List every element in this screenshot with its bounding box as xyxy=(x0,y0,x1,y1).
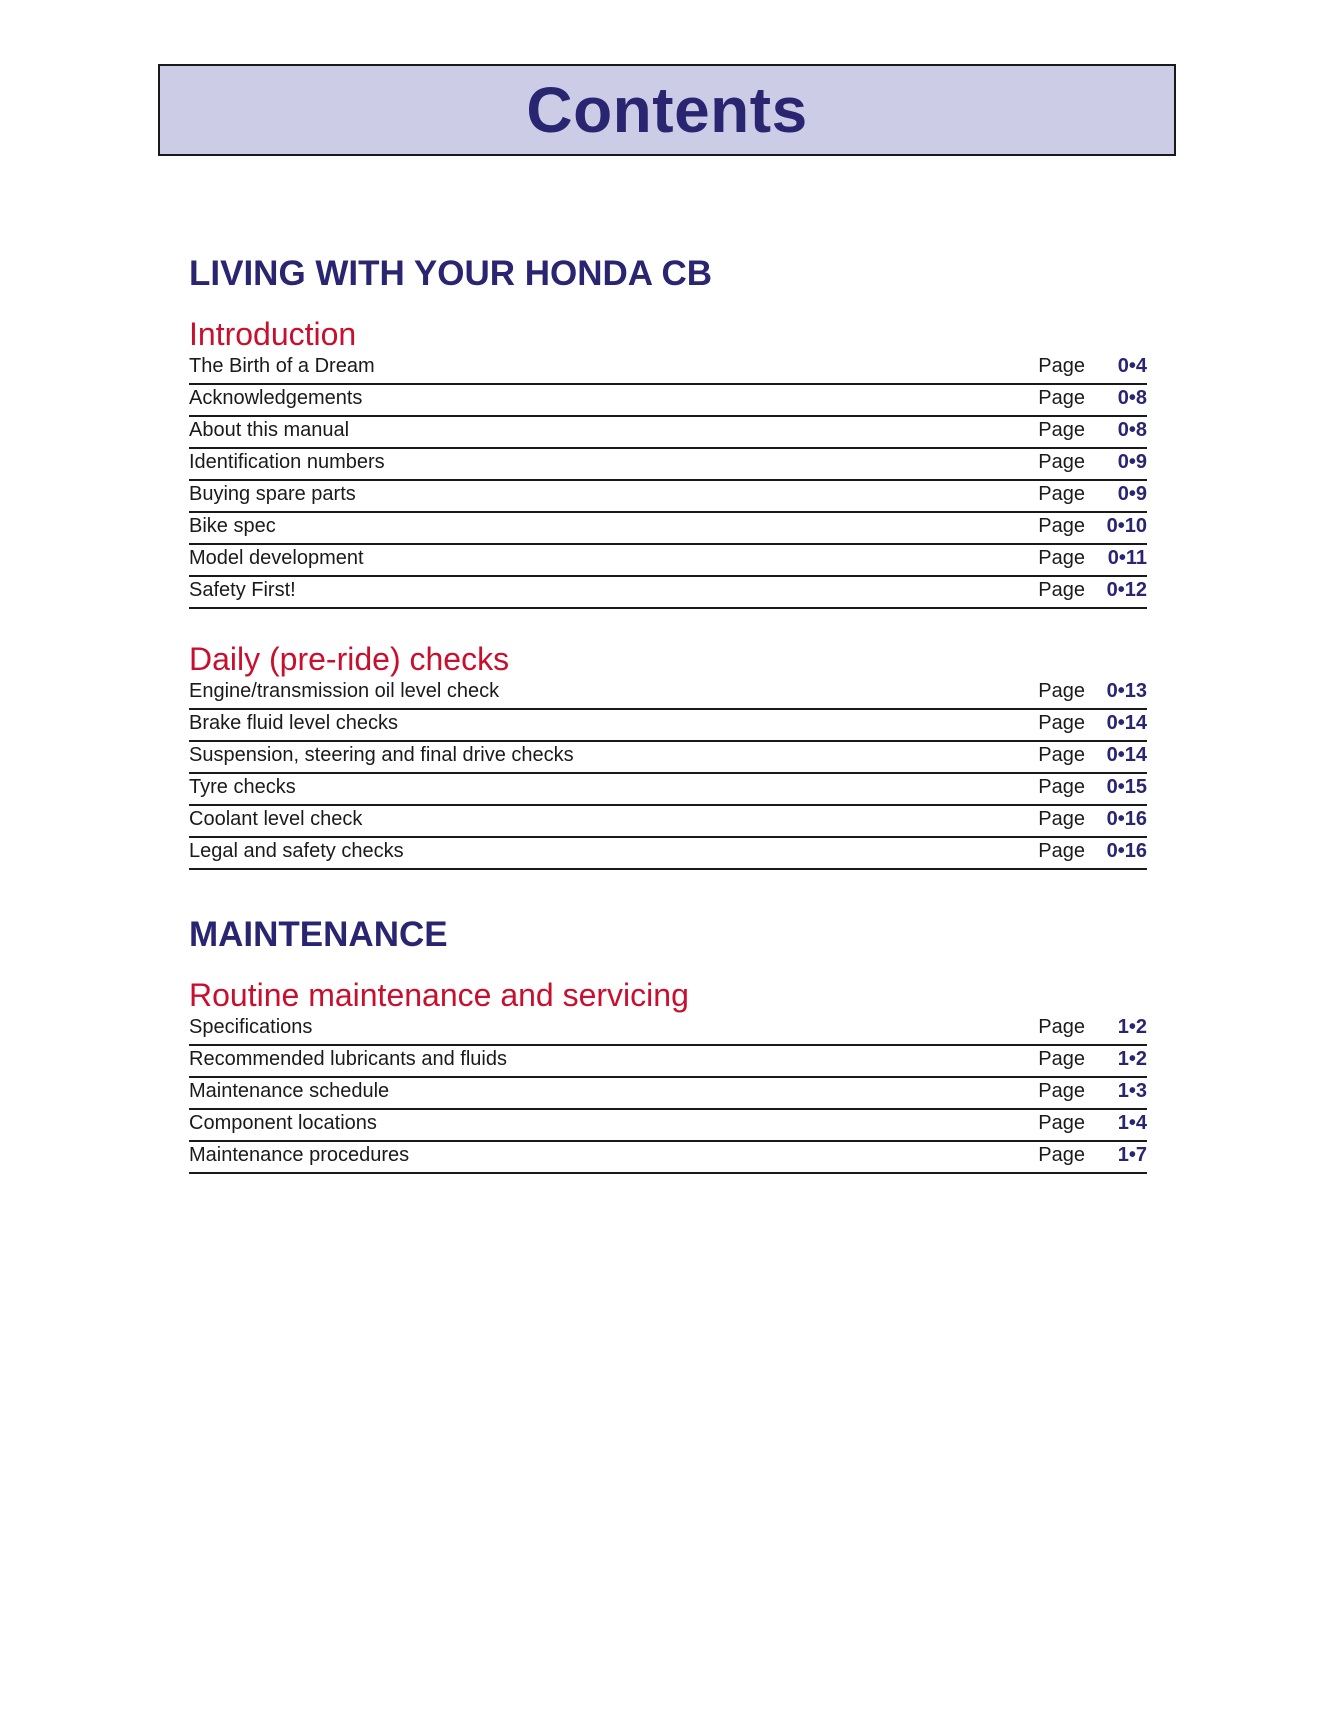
toc-page-number: 0•16 xyxy=(1106,808,1147,830)
toc-page-word: Page xyxy=(1038,451,1085,473)
toc-entry[interactable] xyxy=(189,417,1147,449)
toc-entry[interactable] xyxy=(189,838,1147,870)
toc-page-number: 1•4 xyxy=(1117,1112,1147,1134)
toc-entry-label: Safety First! xyxy=(189,579,296,601)
toc-entry-label: About this manual xyxy=(189,419,350,441)
toc-entry-label: Acknowledgements xyxy=(189,387,363,409)
toc-page-word: Page xyxy=(1038,1112,1085,1134)
toc-page-number: 1•2 xyxy=(1117,1048,1147,1070)
toc-list-daily-checks xyxy=(189,678,1147,870)
toc-entry-label: Buying spare parts xyxy=(189,483,356,505)
toc-list-introduction xyxy=(189,353,1147,609)
toc-entry[interactable] xyxy=(189,710,1147,742)
toc-entry[interactable] xyxy=(189,481,1147,513)
toc-entry[interactable] xyxy=(189,577,1147,609)
toc-entry-label: Tyre checks xyxy=(189,776,296,798)
toc-entry[interactable] xyxy=(189,353,1147,385)
toc-entry[interactable] xyxy=(189,449,1147,481)
section-heading-introduction: Introduction xyxy=(189,316,357,352)
toc-page-number: 0•9 xyxy=(1117,483,1147,505)
toc-entry-label: Component locations xyxy=(189,1112,377,1134)
toc-page-word: Page xyxy=(1038,808,1085,830)
toc-page-number: 0•14 xyxy=(1106,744,1147,766)
toc-entry[interactable] xyxy=(189,545,1147,577)
toc-entry[interactable] xyxy=(189,1014,1147,1046)
toc-entry[interactable] xyxy=(189,1110,1147,1142)
toc-page-word: Page xyxy=(1038,387,1085,409)
contents-title-box xyxy=(158,64,1176,156)
toc-page-number: 0•10 xyxy=(1106,515,1147,537)
toc-page-number: 1•2 xyxy=(1117,1016,1147,1038)
toc-entry[interactable] xyxy=(189,1142,1147,1174)
toc-page-word: Page xyxy=(1038,515,1085,537)
toc-page-number: 0•14 xyxy=(1106,712,1147,734)
part-heading-living: LIVING WITH YOUR HONDA CB xyxy=(189,254,713,293)
section-heading-routine-maintenance: Routine maintenance and servicing xyxy=(189,977,689,1013)
toc-page-word: Page xyxy=(1038,419,1085,441)
toc-page-word: Page xyxy=(1038,1048,1085,1070)
toc-page-word: Page xyxy=(1038,355,1085,377)
toc-page-word: Page xyxy=(1038,1080,1085,1102)
toc-page-word: Page xyxy=(1038,483,1085,505)
toc-entry-label: Coolant level check xyxy=(189,808,363,830)
toc-page-word: Page xyxy=(1038,680,1085,702)
toc-entry-label: Maintenance schedule xyxy=(189,1080,390,1102)
toc-page-number: 0•12 xyxy=(1106,579,1147,601)
section-heading-daily-checks: Daily (pre-ride) checks xyxy=(189,641,510,677)
toc-page-word: Page xyxy=(1038,579,1085,601)
toc-entry[interactable] xyxy=(189,774,1147,806)
toc-entry-label: The Birth of a Dream xyxy=(189,355,375,377)
toc-page-number: 0•13 xyxy=(1106,680,1147,702)
toc-page-word: Page xyxy=(1038,712,1085,734)
toc-entry-label: Legal and safety checks xyxy=(189,840,404,862)
toc-page-word: Page xyxy=(1038,547,1085,569)
toc-page-word: Page xyxy=(1038,840,1085,862)
toc-entry[interactable] xyxy=(189,806,1147,838)
toc-page-word: Page xyxy=(1038,744,1085,766)
toc-page-number: 1•3 xyxy=(1117,1080,1147,1102)
toc-entry-label: Identification numbers xyxy=(189,451,385,473)
toc-entry[interactable] xyxy=(189,1078,1147,1110)
toc-page-number: 0•15 xyxy=(1106,776,1147,798)
toc-entry-label: Model development xyxy=(189,547,364,569)
page-title: Contents xyxy=(526,74,808,146)
toc-page-number: 1•7 xyxy=(1117,1144,1147,1166)
toc-entry-label: Brake fluid level checks xyxy=(189,712,398,734)
toc-entry-label: Bike spec xyxy=(189,515,276,537)
toc-entry[interactable] xyxy=(189,513,1147,545)
toc-page-number: 0•9 xyxy=(1117,451,1147,473)
toc-page-word: Page xyxy=(1038,1016,1085,1038)
toc-entry[interactable] xyxy=(189,1046,1147,1078)
toc-page-number: 0•16 xyxy=(1106,840,1147,862)
toc-page-word: Page xyxy=(1038,776,1085,798)
toc-entry[interactable] xyxy=(189,742,1147,774)
toc-entry[interactable] xyxy=(189,678,1147,710)
part-heading-maintenance: MAINTENANCE xyxy=(189,915,448,954)
toc-page-number: 0•11 xyxy=(1107,547,1147,569)
toc-entry-label: Recommended lubricants and fluids xyxy=(189,1048,507,1070)
toc-entry-label: Engine/transmission oil level check xyxy=(189,680,500,702)
toc-entry-label: Specifications xyxy=(189,1016,313,1038)
toc-page-number: 0•8 xyxy=(1117,387,1147,409)
toc-page-number: 0•4 xyxy=(1117,355,1147,377)
toc-entry-label: Suspension, steering and final drive checks xyxy=(189,744,574,766)
toc-page-number: 0•8 xyxy=(1117,419,1147,441)
toc-page-word: Page xyxy=(1038,1144,1085,1166)
toc-entry[interactable] xyxy=(189,385,1147,417)
toc-list-routine-maintenance xyxy=(189,1014,1147,1174)
toc-entry-label: Maintenance procedures xyxy=(189,1144,410,1166)
